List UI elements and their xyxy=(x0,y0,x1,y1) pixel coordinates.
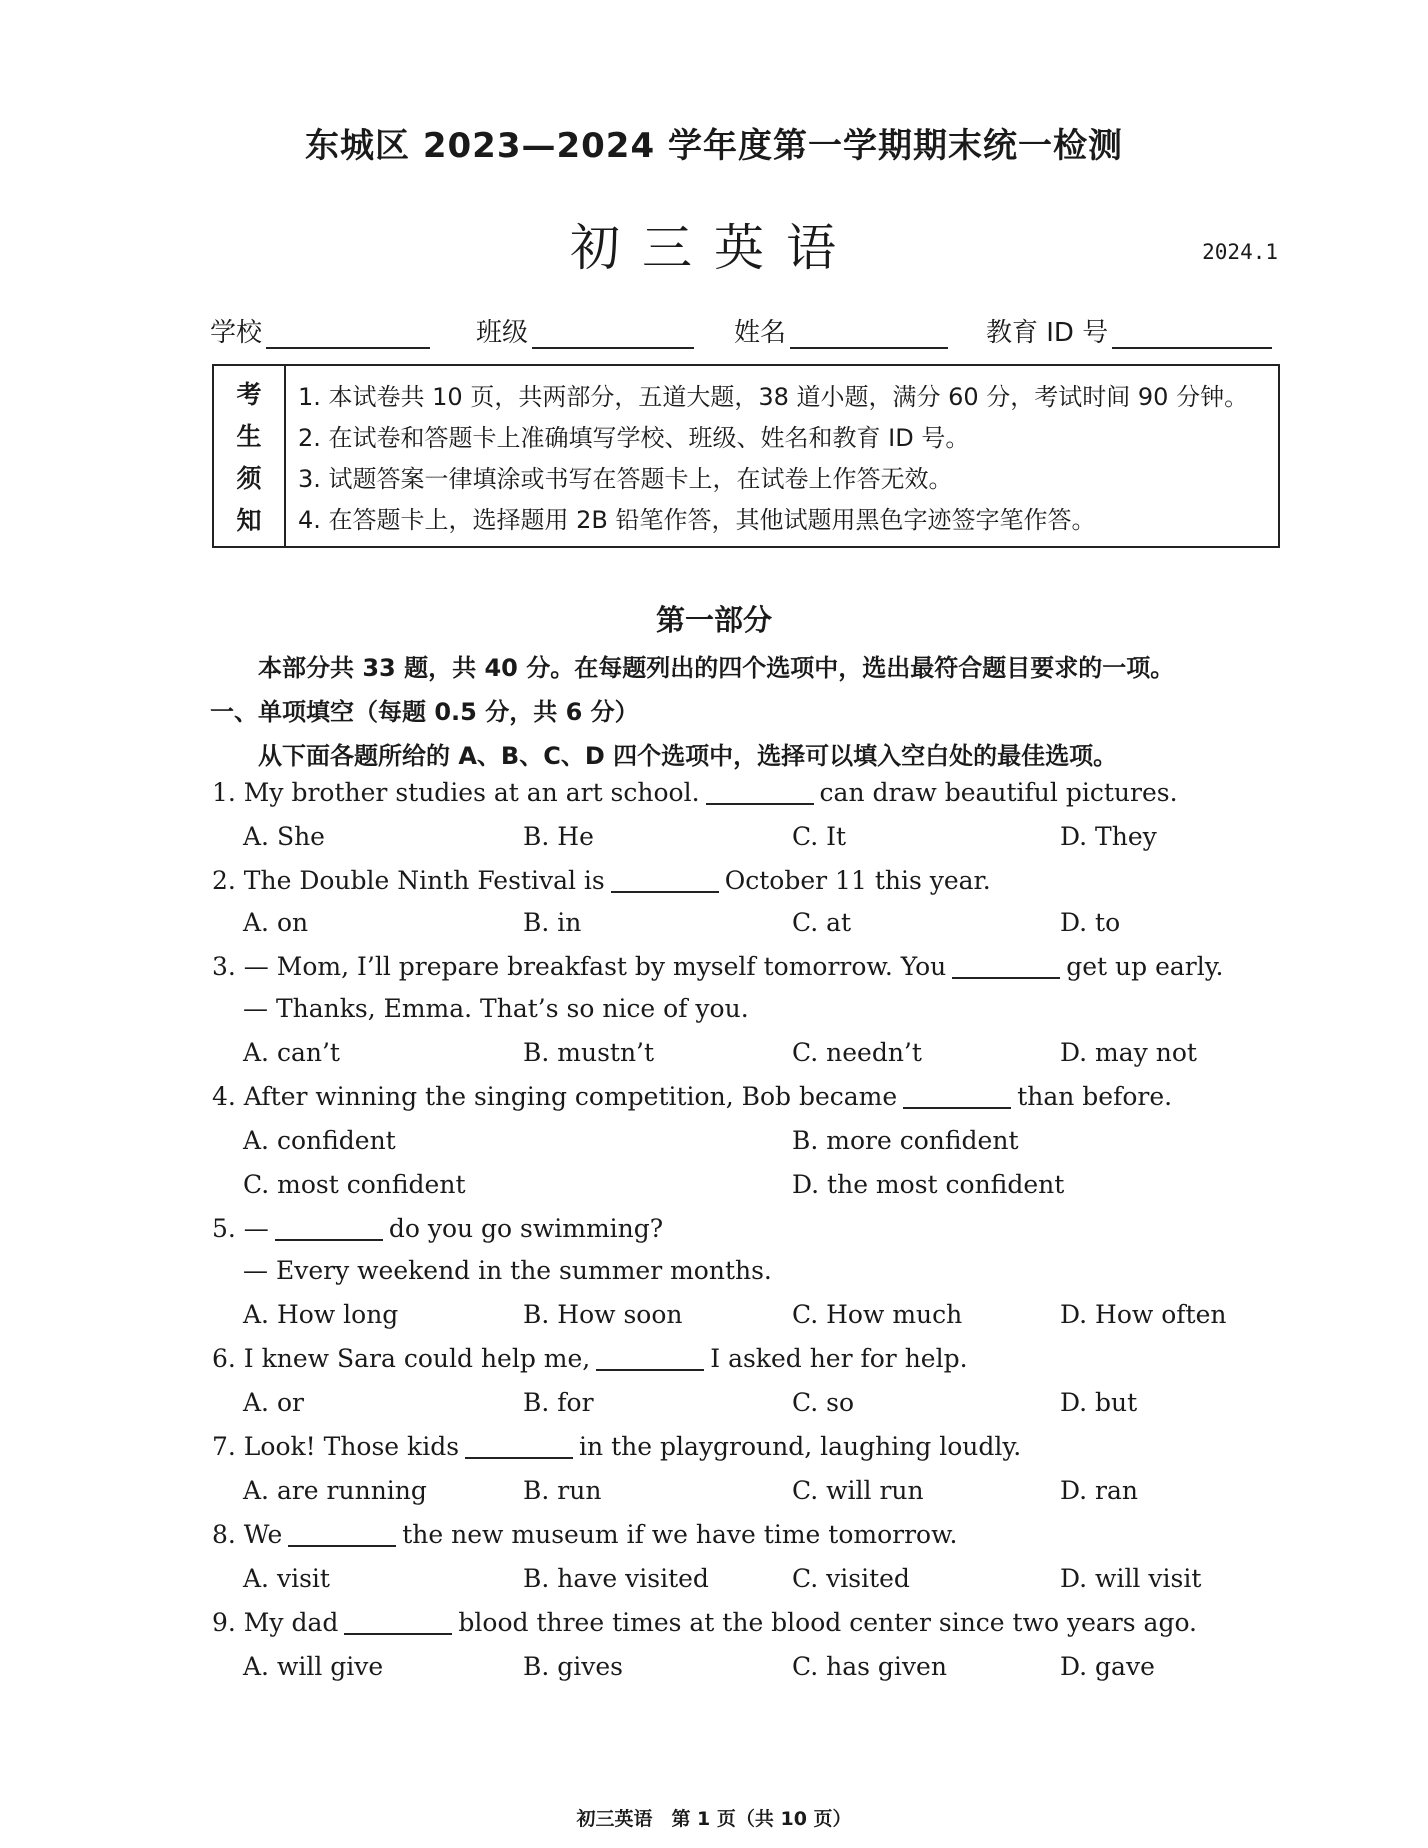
option-c[interactable]: C. It xyxy=(792,822,847,851)
option-d[interactable]: D. the most confident xyxy=(792,1170,1065,1199)
answer-blank[interactable] xyxy=(706,779,814,805)
question-2: 2. The Double Ninth Festival is October 11 this year. xyxy=(212,866,991,895)
notice-item: 3. 试题答案一律填涂或书写在答题卡上，在试卷上作答无效。 xyxy=(298,465,953,493)
school-field[interactable] xyxy=(210,312,430,349)
option-d[interactable]: D. They xyxy=(1060,822,1157,851)
option-b[interactable]: B. How soon xyxy=(523,1300,683,1329)
option-b[interactable]: B. run xyxy=(523,1476,602,1505)
notice-item: 2. 在试卷和答题卡上准确填写学校、班级、姓名和教育 ID 号。 xyxy=(298,424,970,452)
section-one-instruction: 从下面各题所给的 A、B、C、D 四个选项中，选择可以填入空白处的最佳选项。 xyxy=(258,742,1118,770)
subject-title: 初三英语 xyxy=(570,219,858,277)
option-d[interactable]: D. ran xyxy=(1060,1476,1139,1505)
option-d[interactable]: D. will visit xyxy=(1060,1564,1202,1593)
option-d[interactable]: D. How often xyxy=(1060,1300,1227,1329)
education-id-field[interactable] xyxy=(986,312,1272,349)
option-b[interactable]: B. He xyxy=(523,822,594,851)
option-c[interactable]: C. How much xyxy=(792,1300,963,1329)
student-info-row xyxy=(210,312,1282,352)
option-a[interactable]: A. on xyxy=(243,908,309,937)
option-d[interactable]: D. to xyxy=(1060,908,1121,937)
answer-blank[interactable] xyxy=(288,1521,396,1547)
education-id-label: 教育 ID 号 xyxy=(986,318,1109,348)
answer-blank[interactable] xyxy=(903,1083,1011,1109)
question-5-reply: — Every weekend in the summer months. xyxy=(243,1256,772,1285)
question-5: 5. — do you go swimming? xyxy=(212,1214,664,1243)
question-9: 9. My dad blood three times at the blood center since two years ago. xyxy=(212,1608,1198,1637)
option-c[interactable]: C. has given xyxy=(792,1652,947,1681)
option-a[interactable]: A. are running xyxy=(243,1476,427,1505)
option-c[interactable]: C. will run xyxy=(792,1476,924,1505)
question-6: 6. I knew Sara could help me, I asked her for help. xyxy=(212,1344,968,1373)
question-8: 8. We the new museum if we have time tomorrow. xyxy=(212,1520,958,1549)
option-a[interactable]: A. or xyxy=(243,1388,304,1417)
option-c[interactable]: C. visited xyxy=(792,1564,910,1593)
notice-item: 4. 在答题卡上，选择题用 2B 铅笔作答，其他试题用黑色字迹签字笔作答。 xyxy=(298,506,1096,534)
option-a[interactable]: A. visit xyxy=(243,1564,330,1593)
answer-blank[interactable] xyxy=(611,867,719,893)
option-d[interactable]: D. but xyxy=(1060,1388,1138,1417)
answer-blank[interactable] xyxy=(275,1215,383,1241)
exam-notice-box xyxy=(212,364,1280,548)
notice-items xyxy=(286,366,1278,546)
option-a[interactable]: A. confident xyxy=(243,1126,396,1155)
option-d[interactable]: D. gave xyxy=(1060,1652,1155,1681)
option-a[interactable]: A. can’t xyxy=(243,1038,340,1067)
name-label: 姓名 xyxy=(734,318,787,348)
option-b[interactable]: B. for xyxy=(523,1388,594,1417)
option-b[interactable]: B. have visited xyxy=(523,1564,709,1593)
notice-item: 1. 本试卷共 10 页，共两部分，五道大题，38 道小题，满分 60 分，考试时间 90 分钟。 xyxy=(298,383,1249,411)
question-7: 7. Look! Those kids in the playground, laughing loudly. xyxy=(212,1432,1022,1461)
answer-blank[interactable] xyxy=(596,1345,704,1371)
notice-heading: 考 生 须 知 xyxy=(214,366,286,546)
option-a[interactable]: A. She xyxy=(243,822,325,851)
option-b[interactable]: B. gives xyxy=(523,1652,624,1681)
answer-blank[interactable] xyxy=(344,1609,452,1635)
option-a[interactable]: A. will give xyxy=(243,1652,384,1681)
class-field[interactable] xyxy=(476,312,694,349)
page-footer: 初三英语 第 1 页（共 10 页） xyxy=(576,1808,852,1830)
option-d[interactable]: D. may not xyxy=(1060,1038,1197,1067)
option-b[interactable]: B. more confident xyxy=(792,1126,1019,1155)
option-c[interactable]: C. needn’t xyxy=(792,1038,922,1067)
exam-date: 2024.1 xyxy=(1202,240,1278,264)
option-c[interactable]: C. most confident xyxy=(243,1170,466,1199)
part-one-title: 第一部分 xyxy=(655,603,772,637)
answer-blank[interactable] xyxy=(952,953,1060,979)
exam-title: 东城区 2023—2024 学年度第一学期期末统一检测 xyxy=(305,126,1123,166)
option-b[interactable]: B. in xyxy=(523,908,582,937)
class-label: 班级 xyxy=(476,318,529,348)
option-c[interactable]: C. so xyxy=(792,1388,855,1417)
question-4: 4. After winning the singing competition, Bob became than before. xyxy=(212,1082,1173,1111)
school-label: 学校 xyxy=(210,318,263,348)
section-one-title: 一、单项填空（每题 0.5 分，共 6 分） xyxy=(210,698,639,726)
answer-blank[interactable] xyxy=(465,1433,573,1459)
part-one-description: 本部分共 33 题，共 40 分。在每题列出的四个选项中，选出最符合题目要求的一项。 xyxy=(258,654,1175,682)
question-3: 3. — Mom, I’ll prepare breakfast by myself tomorrow. You get up early. xyxy=(212,952,1224,981)
option-a[interactable]: A. How long xyxy=(243,1300,399,1329)
name-field[interactable] xyxy=(734,312,948,349)
question-1: 1. My brother studies at an art school. can draw beautiful pictures. xyxy=(212,778,1178,807)
option-b[interactable]: B. mustn’t xyxy=(523,1038,655,1067)
option-c[interactable]: C. at xyxy=(792,908,852,937)
question-3-reply: — Thanks, Emma. That’s so nice of you. xyxy=(243,994,749,1023)
